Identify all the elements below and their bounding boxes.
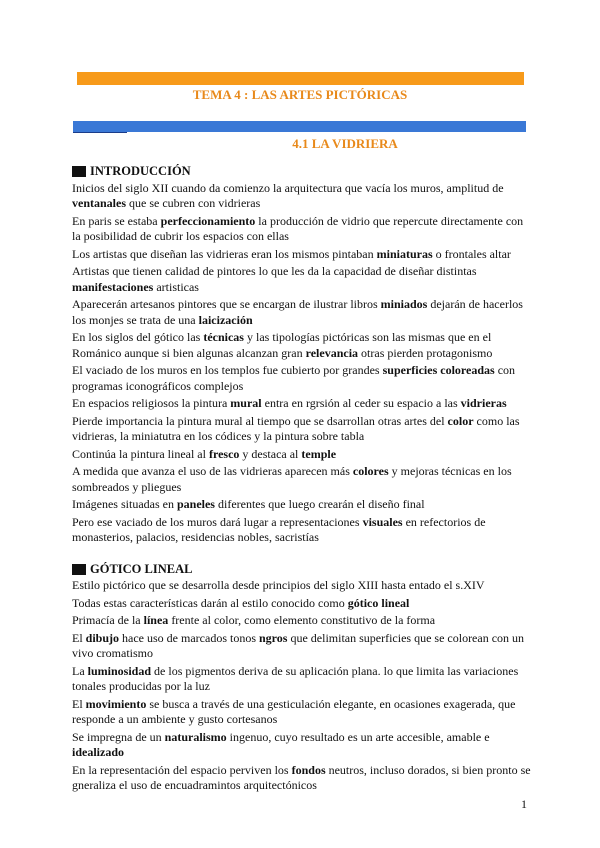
paragraph [72, 414, 532, 445]
text-run: la producción de vidrio que repercute directamente con la posibilidad de cubrir los espacios con ellas [72, 213, 524, 243]
blue-header-bar [73, 121, 526, 132]
text-run: y las tipologías pictóricas son las mismas que en el Románico aunque si bien algunas alcanzan gran [72, 330, 492, 360]
bold-term: paneles [176, 497, 215, 511]
text-run: se busca a través de una gesticulación elegante, en ocasiones exagerada, que responde a un ambiente y gusto cortesanos [72, 696, 516, 726]
bold-term: movimiento [85, 696, 147, 711]
text-run: Aparecerán artesanos pintores que se encargan de ilustrar libros [72, 297, 381, 311]
text-run: artisticas [153, 279, 199, 294]
text-run: y mejoras técnicas en los sombreados y pliegues [72, 464, 512, 494]
paragraph [72, 247, 532, 263]
text-run: entra en rgrsión al ceder su espacio a las [261, 396, 461, 410]
text-run: Imágenes situadas en [72, 497, 177, 511]
section-heading-text: GÓTICO LINEAL [90, 561, 193, 576]
section-heading-text: INTRODUCCIÓN [90, 164, 191, 178]
text-run: en refectorios de monasterios, palacios, residencias nobles, sacristías [72, 514, 486, 544]
paragraph [72, 613, 532, 629]
bold-term: ventanales [72, 196, 126, 210]
bold-term: superficies coloreadas [382, 363, 495, 377]
bold-term: ngros [259, 630, 288, 645]
text-run: ingenuo, cuyo resultado es un arte accesible, amable e [226, 729, 490, 744]
text-run: Todas estas características darán al estilo conocido como [72, 595, 348, 610]
bold-term: miniaturas [376, 246, 433, 261]
text-run: Pero ese vaciado de los muros dará lugar a representaciones [72, 514, 363, 529]
paragraph [72, 297, 532, 328]
text-run: Continúa la pintura lineal al [72, 446, 209, 461]
bold-term: fresco [208, 446, 240, 461]
text-run: En paris se estaba [72, 213, 161, 228]
text-run: El vaciado de los muros en los templos fue cubierto por grandes [72, 363, 383, 377]
text-run: Se impregna de un [72, 729, 165, 744]
paragraph [72, 515, 532, 546]
text-run: de los pigmentos deriva de su aplicación plana. lo que limita las variaciones tonales producidas por la luz [72, 663, 519, 693]
paragraph [72, 264, 532, 295]
text-run: En espacios religiosos la pintura [72, 396, 231, 410]
paragraph [72, 763, 532, 794]
text-run: Primacía de la [72, 613, 144, 627]
paragraph [72, 447, 532, 463]
text-run: neutros, incluso dorados, si bien pronto se gneraliza el uso de encuadramintos arquitectónicos [72, 762, 531, 792]
paragraph [72, 664, 532, 695]
chapter-title: TEMA 4 : LAS ARTES PICTÓRICAS [192, 87, 408, 102]
text-run: y destaca al [239, 446, 302, 461]
paragraph [72, 697, 532, 728]
bold-term: idealizado [72, 745, 125, 759]
orange-header-bar [77, 72, 524, 85]
paragraph [72, 330, 532, 361]
bold-term: vidrieras [460, 396, 507, 410]
bold-term: línea [143, 613, 169, 627]
section-body [72, 181, 532, 546]
blue-bar-underline [73, 132, 127, 133]
paragraph [72, 181, 532, 212]
text-run: dejarán de hacerlos los monjes se trata de una [72, 297, 523, 327]
text-run: que delimitan superficies que se colorean con un vivo cromatismo [72, 630, 525, 660]
section-title: 4.1 LA VIDRIERA [292, 136, 398, 151]
paragraph [72, 464, 532, 495]
bold-term: dibujo [85, 630, 120, 645]
text-run: como las vidrieras, la miniatutra en los códices y la pintura sobre tabla [72, 413, 520, 443]
paragraph [72, 214, 532, 245]
bold-term: visuales [362, 514, 403, 529]
section-heading [72, 164, 532, 180]
text-run: El [72, 630, 86, 645]
bold-term: relevancia [305, 345, 359, 360]
bold-term: temple [301, 446, 337, 461]
bold-term: perfeccionamiento [160, 213, 256, 228]
bold-term: color [447, 413, 474, 428]
heading-square-icon [72, 166, 86, 177]
text-run: hace uso de marcados tonos [119, 630, 259, 645]
text-run: Pierde importancia la pintura mural al tiempo que se dsarrollan otras artes del [72, 413, 448, 428]
text-run: A medida que avanza el uso de las vidrieras aparecen más [72, 464, 353, 478]
text-run: o frontales altar [432, 246, 511, 261]
text-run: que se cubren con vidrieras [126, 196, 261, 210]
bold-term: fondos [291, 762, 326, 777]
paragraph [72, 730, 532, 761]
text-run: otras pierden protagonismo [358, 345, 493, 360]
section-introduccion [72, 164, 532, 546]
text-run: con programas iconográficos complejos [72, 363, 516, 393]
paragraph [72, 631, 532, 662]
paragraph [72, 497, 532, 513]
bold-term: miniados [380, 297, 428, 311]
section-heading [72, 562, 532, 578]
text-run: frente al color, como elemento constitutivo de la forma [168, 613, 436, 627]
text-run: La [72, 663, 88, 678]
paragraph [72, 363, 532, 394]
document-body [72, 164, 532, 796]
text-run: Artistas que tienen calidad de pintores lo que les da la capacidad de diseñar distintas [72, 264, 477, 278]
text-run: En la representación del espacio perviven los [72, 762, 292, 777]
page-number: 1 [521, 797, 527, 811]
paragraph [72, 596, 532, 612]
bold-term: laicización [198, 312, 253, 327]
paragraph [72, 396, 532, 412]
bold-term: luminosidad [87, 663, 152, 678]
bold-term: gótico lineal [347, 595, 410, 610]
bold-term: mural [230, 396, 262, 410]
text-run: Estilo pictórico que se desarrolla desde principios del siglo XIII hasta entado el s.XIV [72, 578, 485, 592]
bold-term: técnicas [203, 330, 244, 344]
text-run: Los artistas que diseñan las vidrieras eran los mismos pintaban [72, 246, 377, 261]
text-run: Inicios del siglo XII cuando da comienzo la arquitectura que vacía los muros, amplitud de [72, 180, 504, 195]
bold-term: manifestaciones [72, 279, 154, 294]
text-run: El [72, 696, 86, 711]
section-gotico-lineal [72, 562, 532, 794]
section-body [72, 578, 532, 794]
text-run: diferentes que luego crearán el diseño final [214, 497, 425, 511]
bold-term: naturalismo [164, 729, 227, 744]
text-run: En los siglos del gótico las [72, 330, 204, 344]
heading-square-icon [72, 564, 86, 575]
paragraph [72, 578, 532, 594]
bold-term: colores [352, 464, 389, 478]
